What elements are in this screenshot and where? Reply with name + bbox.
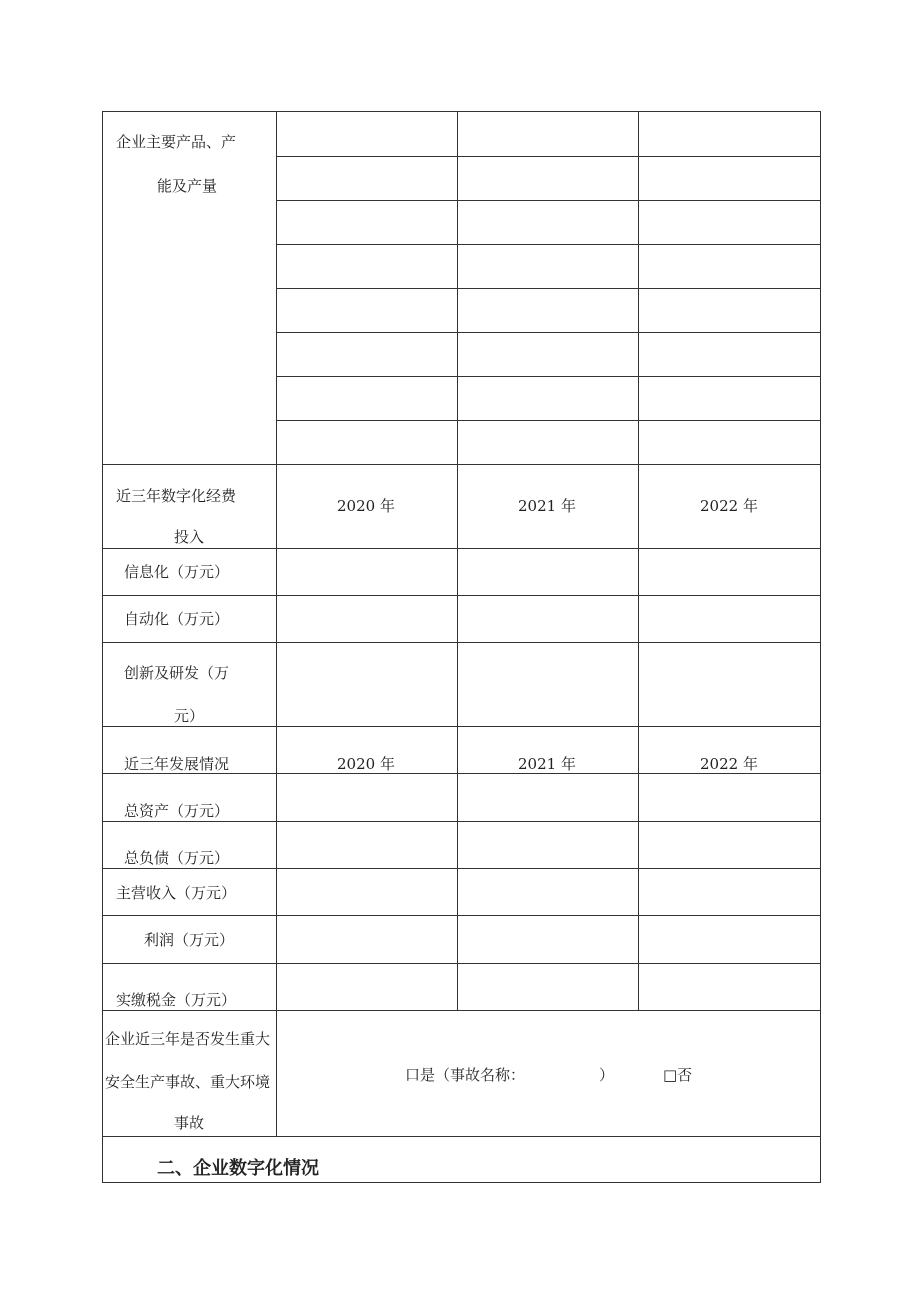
development-year-2022: 2022 年	[700, 755, 758, 773]
grid-line	[103, 821, 820, 822]
grid-line	[103, 726, 820, 727]
accident-close-paren: ）	[599, 1066, 615, 1084]
innovation-label-line1: 创新及研发（万	[124, 664, 230, 682]
products-label-line2: 能及产量	[157, 177, 218, 195]
grid-line	[276, 200, 821, 201]
grid-line	[276, 420, 821, 421]
total-liabilities-label: 总负债（万元）	[124, 849, 230, 867]
development-year-2021: 2021 年	[518, 755, 576, 773]
grid-line	[103, 548, 820, 549]
automation-label: 自动化（万元）	[124, 610, 230, 628]
innovation-label-line2: 元）	[174, 707, 205, 725]
grid-line	[276, 332, 821, 333]
development-year-2020: 2020 年	[337, 755, 395, 773]
informatization-label: 信息化（万元）	[124, 563, 230, 581]
products-label-line1: 企业主要产品、产	[116, 133, 237, 151]
grid-line	[103, 963, 820, 964]
grid-line	[457, 112, 458, 1010]
accident-label-line2: 安全生产事故、重大环境	[105, 1073, 271, 1091]
grid-line	[103, 1136, 820, 1137]
total-assets-label: 总资产（万元）	[124, 802, 230, 820]
grid-line	[103, 773, 820, 774]
grid-line	[276, 288, 821, 289]
grid-line	[276, 244, 821, 245]
digital-spend-year-2020: 2020 年	[337, 497, 395, 515]
grid-line	[103, 1010, 820, 1011]
digital-spend-year-2022: 2022 年	[700, 497, 758, 515]
grid-line	[276, 112, 277, 1136]
profit-label: 利润（万元）	[144, 931, 235, 949]
accident-label-line3: 事故	[174, 1114, 205, 1132]
digital-spend-year-2021: 2021 年	[518, 497, 576, 515]
enterprise-info-form	[102, 111, 821, 1183]
development-header: 近三年发展情况	[124, 755, 230, 773]
grid-line	[103, 595, 820, 596]
grid-line	[638, 112, 639, 1010]
grid-line	[276, 376, 821, 377]
grid-line	[103, 464, 820, 465]
main-revenue-label: 主营收入（万元）	[116, 884, 237, 902]
digital-spend-header-line1: 近三年数字化经费	[116, 487, 237, 505]
grid-line	[103, 642, 820, 643]
accident-label-line1: 企业近三年是否发生重大	[105, 1030, 271, 1048]
section-title: 二、企业数字化情况	[157, 1158, 319, 1179]
accident-yes-option[interactable]: 口是（事故名称：	[405, 1066, 526, 1084]
digital-spend-header-line2: 投入	[174, 528, 205, 546]
accident-no-option[interactable]: □否	[663, 1066, 693, 1084]
grid-line	[276, 156, 821, 157]
grid-line	[103, 915, 820, 916]
taxes-paid-label: 实缴税金（万元）	[116, 991, 237, 1009]
grid-line	[103, 868, 820, 869]
